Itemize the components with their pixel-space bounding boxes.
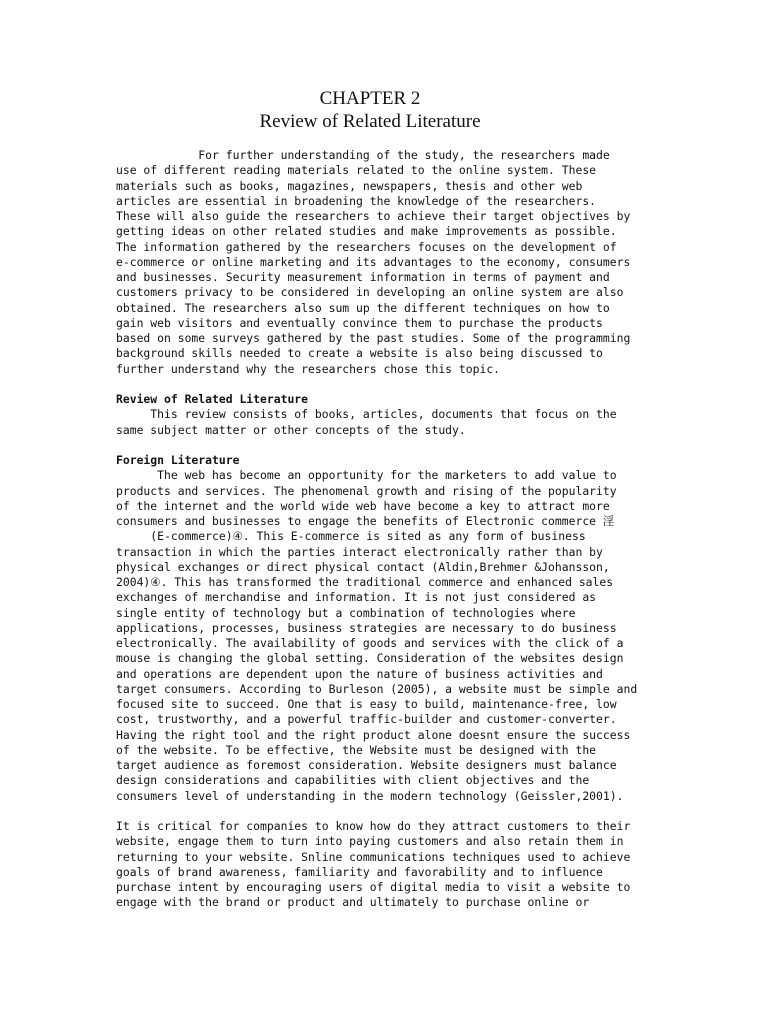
paragraph-gap (116, 438, 656, 453)
text-line: obtained. The researchers also sum up the different techniques on how to (116, 300, 610, 315)
text-line: It is critical for companies to know how do they attract customers to their (116, 819, 631, 833)
text-line: consumers level of understanding in the modern technology (Geissler,2001). (116, 788, 624, 803)
chapter-title: CHAPTER 2 (319, 88, 421, 109)
text-line: website, engage them to turn into paying customers and also retain them in (116, 834, 624, 849)
text-line: cost, trustworthy, and a powerful traffic-builder and customer-converter. (116, 712, 617, 727)
text-line: materials such as books, magazines, newspapers, thesis and other web (116, 178, 583, 193)
text-line: of the website. To be effective, the Website must be designed with the (116, 742, 597, 757)
text-line: design considerations and capabilities with client objectives and the (116, 773, 590, 788)
text-line: customers privacy to be considered in developing an online system are also (116, 285, 624, 300)
text-line: physical exchanges or direct physical contact (Aldin,Brehmer &Johansson, (116, 559, 610, 574)
text-line: and operations are dependent upon the nature of business activities and (116, 666, 603, 681)
critical-paragraph (116, 819, 656, 911)
text-line: background skills needed to create a website is also being discussed to (116, 346, 603, 361)
text-line: mouse is changing the global setting. Consideration of the websites design (116, 651, 624, 666)
foreign-literature-heading: Foreign Literature (116, 453, 240, 467)
text-line: 2004)④. This has transformed the traditional commerce and enhanced sales (116, 575, 614, 589)
text-line: gain web visitors and eventually convince them to purchase the products (116, 315, 603, 330)
text-line: The web has become an opportunity for the marketers to add value to (116, 468, 617, 483)
chapter-subtitle: Review of Related Literature (259, 111, 481, 132)
text-line: and businesses. Security measurement information in terms of payment and (116, 270, 610, 284)
text-line: returning to your website. Snline communications techniques used to achieve (116, 849, 631, 864)
intro-paragraph (116, 148, 656, 377)
text-line: articles are essential in broadening the knowledge of the researchers. (116, 193, 597, 208)
text-line: This review consists of books, articles, documents that focus on the (116, 407, 617, 422)
paragraph-gap (116, 804, 656, 819)
text-line: single entity of technology but a combination of technologies where (116, 605, 576, 620)
text-line: The information gathered by the researchers focuses on the development of (116, 239, 617, 254)
text-line: electronically. The availability of goods and services with the click of a (116, 636, 624, 650)
text-line: These will also guide the researchers to achieve their target objectives by (116, 209, 631, 223)
text-line: target audience as foremost consideration. Website designers must balance (116, 758, 617, 772)
text-line: applications, processes, business strategies are necessary to do business (116, 620, 617, 635)
text-line: based on some surveys gathered by the past studies. Some of the programming (116, 331, 631, 345)
text-line: transaction in which the parties interact electronically rather than by (116, 544, 603, 559)
foreign-literature-section (116, 453, 656, 804)
text-line: further understand why the researchers chose this topic. (116, 361, 501, 376)
text-line: e-commerce or online marketing and its advantages to the economy, consumers (116, 254, 631, 269)
review-section (116, 392, 656, 438)
text-line: products and services. The phenomenal growth and rising of the popularity (116, 483, 617, 498)
document-body (116, 148, 656, 911)
text-line: same subject matter or other concepts of the study. (116, 422, 466, 437)
paragraph-gap (116, 377, 656, 392)
text-line: (E-commerce)④. This E-commerce is sited as any form of business (116, 529, 586, 544)
text-line: of the internet and the world wide web have become a key to attract more (116, 498, 610, 513)
text-line: getting ideas on other related studies and make improvements as possible. (116, 224, 617, 239)
text-line: Having the right tool and the right product alone doesnt ensure the success (116, 727, 631, 742)
text-line: purchase intent by encouraging users of digital media to visit a website to (116, 880, 631, 894)
text-line: engage with the brand or product and ultimately to purchase online or (116, 895, 590, 910)
text-line: use of different reading materials related to the online system. These (116, 163, 597, 178)
text-line: focused site to succeed. One that is easy to build, maintenance-free, low (116, 697, 617, 711)
text-line: consumers and businesses to engage the benefits of Electronic commerce 淫 (116, 514, 615, 528)
text-line: goals of brand awareness, familiarity and favorability and to influence (116, 864, 603, 879)
text-line: For further understanding of the study, the researchers made (116, 148, 610, 162)
text-line: exchanges of merchandise and information. It is not just considered as (116, 590, 597, 605)
text-line: target consumers. According to Burleson (2005), a website must be simple and (116, 681, 638, 696)
review-heading: Review of Related Literature (116, 392, 309, 406)
